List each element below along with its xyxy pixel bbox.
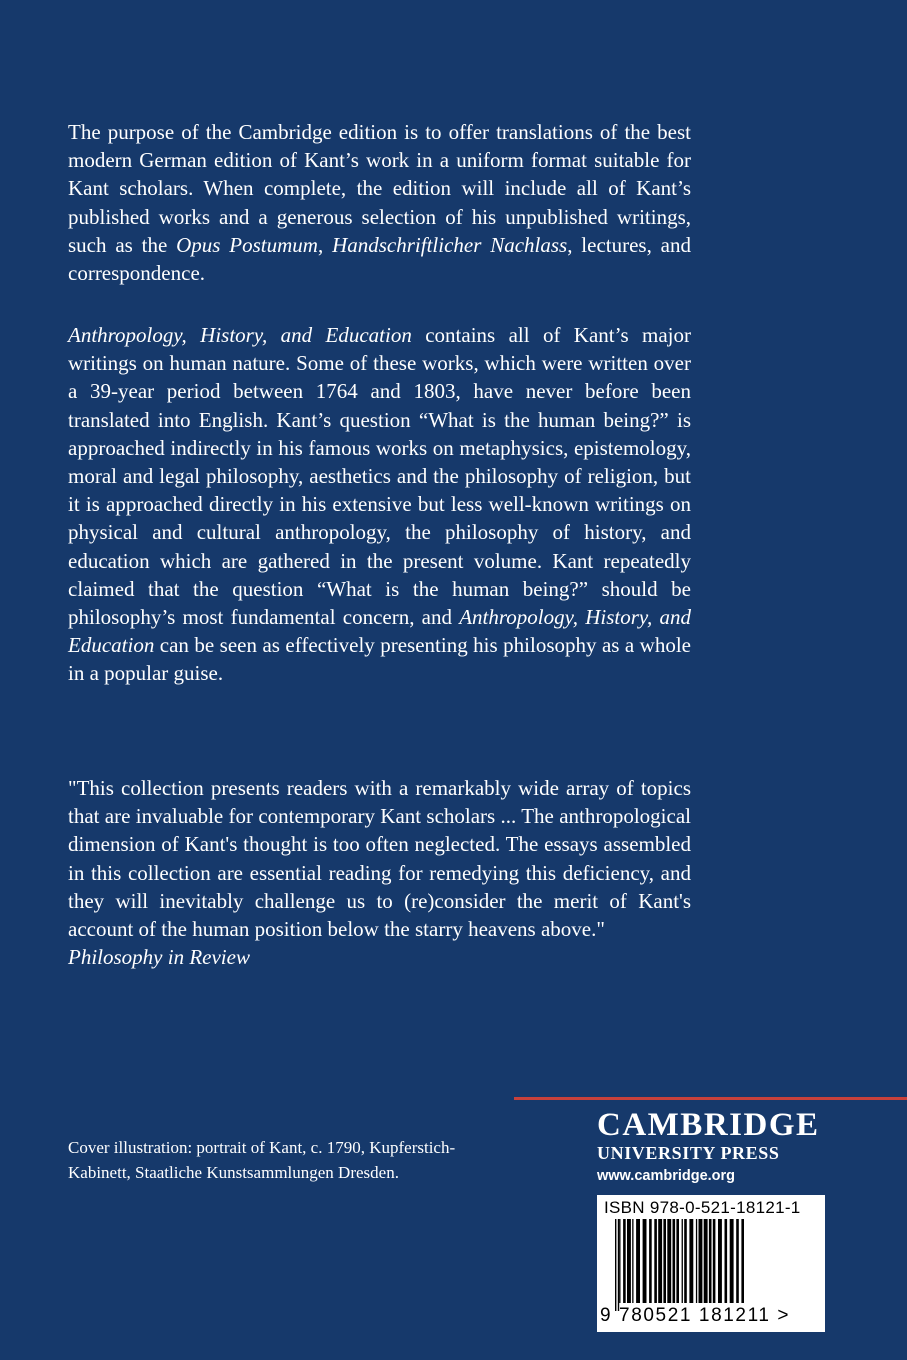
barcode-panel [597,1195,825,1332]
publisher-block [597,1107,837,1187]
barcode-digits: 9 780521 181211 > [600,1305,791,1326]
isbn-label: ISBN 978-0-521-18121-1 [604,1198,801,1217]
p1-title-opus: Opus Postumum [176,232,318,257]
publisher-url: www.cambridge.org [597,1168,736,1184]
barcode-icon [615,1219,805,1311]
review-source: Philosophy in Review [68,945,250,970]
description-paragraph-2 [68,321,691,688]
p1-sep: , [317,232,333,257]
cover-caption: Cover illustration: portrait of Kant, c. 1790, Kupferstich-Kabinett, Staatliche Kunstsammlungen Dresden. [68,1138,456,1182]
p2-book-title: Anthropology, History, and Education [68,323,412,347]
p2-text-a: contains all of Kant’s major writings on human nature. Some of these works, which were written over a 39-year period between 1764 and 1803, have never before been translated into English. Kant’s question “What is the human being?” is approached indirectly in his famous works on metaphysics, epistemology, moral and legal philosophy, aesthetics and the philosophy of religion, but it is approached directly in his extensive but less well-known writings on physical and cultural anthropology, the philosophy of history, and education which are gathered in the present volume. Kant repeatedly claimed that the question “What is the human being?” should be philosophy’s most fundamental concern, and [68,323,691,630]
publisher-name: CAMBRIDGE [597,1107,820,1143]
review-quote [68,774,691,971]
p1-intro: The purpose of the Cambridge edition is to offer translations of the best modern German edition of Kant’s work in a uniform format suitable for Kant scholars. When complete, the edition will include all of Kant’s published works and a generous selection of his unpublished writings, such as the [68,120,691,257]
p2-text-b: can be seen as effectively presenting his philosophy as a whole in a popular guise. [68,633,691,686]
p2-book-title-mid: Anthropology, History, and Education [68,605,691,658]
red-divider [514,1097,907,1100]
publisher-subtitle: UNIVERSITY PRESS [597,1143,780,1163]
description-paragraph-1 [68,118,691,287]
p1-title-nachlass: Handschriftlicher Nachlass [332,232,568,257]
p1-outro: , lectures, and correspondence. [68,232,691,286]
review-text: "This collection presents readers with a remarkably wide array of topics that are invaluable for contemporary Kant scholars ... The anthropological dimension of Kant's thought is too often neglected. The essays assembled in this collection are essential reading for remedying this deficiency, and they will inevitably challenge us to (re)consider the merit of Kant's account of the human position below the starry heavens above." [68,776,691,942]
